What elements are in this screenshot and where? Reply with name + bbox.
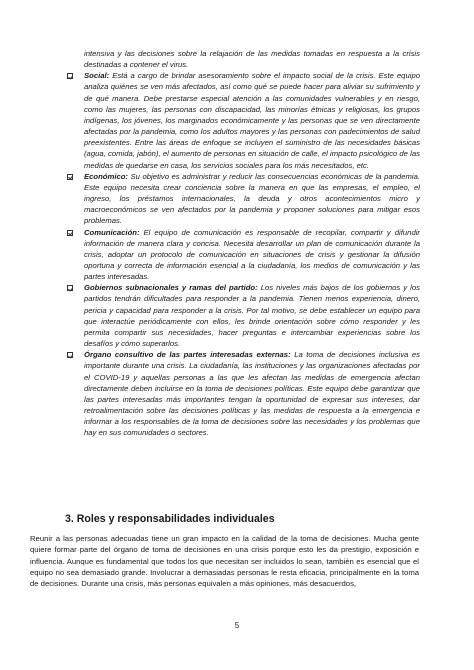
list-item-social bbox=[64, 70, 420, 170]
section-heading: 3. Roles y responsabilidades individuales bbox=[65, 513, 275, 525]
checkbox-bullet-icon bbox=[67, 230, 73, 236]
checkbox-bullet-icon bbox=[67, 174, 73, 180]
body-paragraph: Reunir a las personas adecuadas tiene un gran impacto en la calidad de la toma de decisiones. Mucha gente quiere formar parte del órgano de toma de decisiones en una crisis porque esto les da prestigio, exposición e influencia. Aunque es fundamental que todos los que necesitan ser incluidos lo sean, también es esencial que el equipo no sea demasiado grande. Involucrar a demasiadas personas le resta eficacia, principalmente en la toma de decisiones. Durante una crisis, más personas equivalen a más opiniones, más desacuerdos, bbox=[30, 534, 419, 589]
item-title: Social: bbox=[84, 71, 110, 81]
page-number: 5 bbox=[234, 621, 240, 630]
list-item-economico bbox=[64, 171, 420, 227]
item-text: El equipo de comunicación es responsable de recopilar, compartir y difundir información de manera clara y concisa. Necesita desarrollar un plan de comunicación durante la crisis, adoptar un protocolo de comunicación en situaciones de crisis y gestionar la difusión oportuna y correcta de información esencial a la ciudadanía, los medios de comunicación y las partes interesadas. bbox=[84, 227, 420, 282]
list-continuation: intensiva y las decisiones sobre la relajación de las medidas tomadas en respuesta a la crisis destinadas a contener el virus. bbox=[84, 49, 420, 70]
list-item-organo-consultivo bbox=[64, 349, 420, 438]
item-text: La toma de decisiones inclusiva es importante durante una crisis. La ciudadanía, las instituciones y las organizaciones afectadas por el COVID-19 y aquellas personas a las que les afectan las medidas de emergencia afectan directamente deben incluirse en la toma de decisiones políticas. Este equipo debe garantizar que las partes interesadas más importantes tengan la oportunidad de expresar sus intereses, dar retroalimentación sobre las decisiones políticas y las medidas de respuesta a la emergencia e informar a los responsables de la toma de decisiones sobre las necesidades y los problemas que hay en sus comunidades o sectores. bbox=[84, 350, 420, 438]
list-item-comunicacion bbox=[64, 227, 420, 283]
item-text: Su objetivo es administrar y reducir las consecuencias económicas de la pandemia. Este equipo necesita crear conciencia sobre la manera en que las empresas, el empleo, el ingreso, los préstamos internacionales, la deuda y otros acontecimientos micro y macroeconómicos se ven afectados por la pandemia y proponer soluciones para mitigar esos problemas. bbox=[84, 171, 420, 226]
item-title: Comunicación: bbox=[84, 227, 140, 237]
item-title: Órgano consultivo de las partes interesadas externas: bbox=[84, 350, 291, 360]
item-title: Gobiernos subnacionales y ramas del partido: bbox=[84, 283, 258, 293]
item-title: Económico: bbox=[84, 171, 128, 181]
checkbox-bullet-icon bbox=[67, 352, 73, 358]
checkbox-bullet-icon bbox=[67, 285, 73, 291]
list-item-gobiernos-subnacionales bbox=[64, 282, 420, 349]
item-text: Los niveles más bajos de los gobiernos y los partidos tendrán dificultades para responder a la pandemia. Tienen menos experiencia, dinero, pericia y capacidad para responder a la crisis. Por tal motivo, se debe establecer un equipo para que interactúe periódicamente con ellos, les brinde orientación sobre cómo responder y les permita compartir sus necesidades, hacer preguntas e intercambiar experiencias sobre los desafíos y cómo superarlos. bbox=[84, 283, 421, 349]
checkbox-bullet-icon bbox=[67, 73, 73, 79]
team-list bbox=[64, 48, 420, 438]
item-text: Está a cargo de brindar asesoramiento sobre el impacto social de la crisis. Este equipo analiza quiénes se ven más afectados, así como qué se puede hacer para aliviar su sufrimiento y de qué manera. Debe prestarse especial atención a las comunidades vulnerables y en riesgo, como las mujeres, las personas con discapacidad, las minorías étnicas y religiosas, los grupos indígenas, los jóvenes, los marginados económicamente y las personas que se ven directamente afectadas por la pandemia, como los adultos mayores y las personas con padecimientos de salud preexistentes. Entre las áreas de enfoque se incluyen el suministro de las necesidades básicas (agua, comida, jabón), el aumento de personas en situación de calle, el impacto psicológico de las medidas de quedarse en casa, los servicios sociales para los más necesitados, etc. bbox=[84, 71, 420, 170]
